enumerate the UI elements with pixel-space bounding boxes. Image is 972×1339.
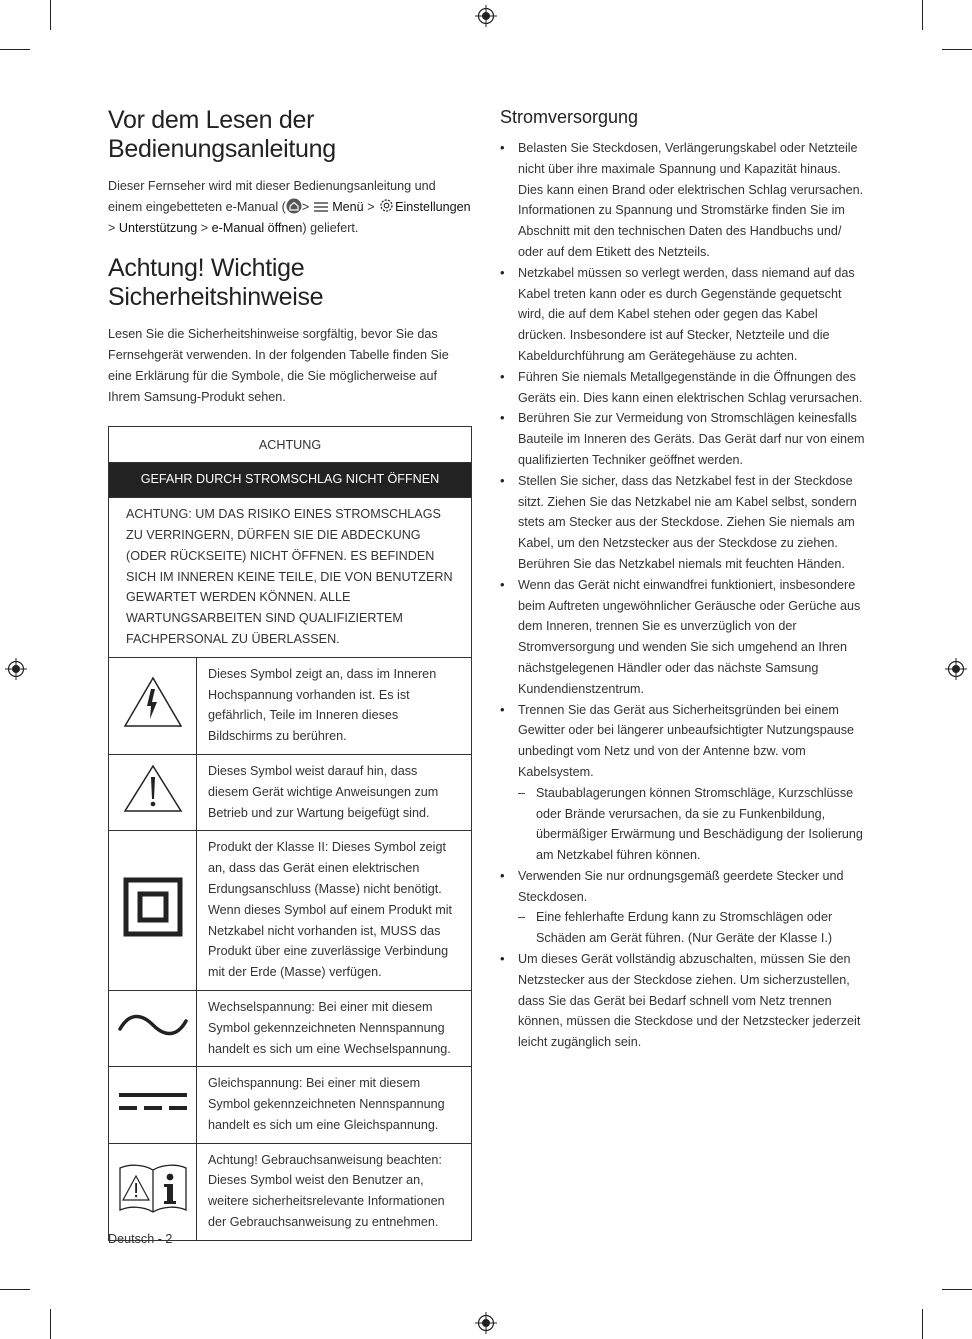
registration-mark-icon bbox=[5, 658, 27, 680]
left-column bbox=[108, 106, 472, 1241]
text-fragment: > bbox=[108, 220, 119, 235]
crop-mark bbox=[50, 0, 51, 30]
class-ii-double-square-icon bbox=[123, 877, 183, 937]
list-item: • Um dieses Gerät vollständig abzuschalten, müssen Sie den Netzstecker aus der Steckdose ziehen. Um sicherzustellen, dass Sie das Gerät bei Bedarf schnell vom Netz trennen können, müssen die Steckdose und der Netzstecker jederzeit leicht zugänglich sein. bbox=[500, 949, 866, 1053]
sub-list bbox=[518, 783, 866, 866]
section-title bbox=[108, 254, 472, 312]
row-text: Dieses Symbol weist darauf hin, dass diesem Gerät wichtige Anweisungen zum Betrieb und zur Wartung beigefügt sind. bbox=[197, 754, 472, 830]
caution-text: ACHTUNG: UM DAS RISIKO EINES STROMSCHLAGS ZU VERRINGERN, DÜRFEN SIE DIE ABDECKUNG (ODER RÜCKSEITE) NICHT ÖFFNEN. ES BEFINDEN SICH IM INNEREN KEINE TEILE, DIE VON BENUTZERN GEWARTET WERDEN KÖNNEN. ALLE WARTUNGSARBEITEN SIND QUALIFIZIERTEM FACHPERSONAL ZU ÜBERLASSEN. bbox=[109, 498, 472, 658]
row-text: Achtung! Gebrauchsanweisung beachten: Dieses Symbol weist den Benutzer an, weitere sicherheitsrelevante Informationen der Gebrauchsanweisung zu entnehmen. bbox=[197, 1143, 472, 1240]
row-text: Gleichspannung: Bei einer mit diesem Symbol gekennzeichneten Nennspannung handelt es sich um eine Gleichspannung. bbox=[197, 1067, 472, 1143]
registration-mark-icon bbox=[475, 1312, 497, 1334]
sub-list-item: – Staubablagerungen können Stromschläge, Kurzschlüsse oder Brände verursachen, da sie zu Funkenbildung, übermäßiger Erwärmung und Beschädigung der Isolierung am Netzkabel führen können. bbox=[518, 783, 866, 866]
section-safety bbox=[108, 254, 472, 407]
crop-mark bbox=[942, 49, 972, 50]
gear-icon bbox=[378, 197, 395, 214]
icon-cell bbox=[109, 657, 197, 754]
right-column bbox=[500, 106, 866, 1053]
crop-mark bbox=[922, 0, 923, 30]
icon-cell bbox=[109, 831, 197, 991]
row-text: Produkt der Klasse II: Dieses Symbol zeigt an, dass das Gerät einen elektrischen Erdungsanschluss (Masse) nicht benötigt. Wenn dieses Symbol auf einem Produkt mit Netzkabel nicht vorhanden ist, MUSS das Produkt über eine zuverlässige Verbindung mit der Erde (Masse) verfügen. bbox=[197, 831, 472, 991]
list-item: • Führen Sie niemals Metallgegenstände in die Öffnungen des Geräts ein. Dies kann einen elektrischen Schlag verursachen. bbox=[500, 367, 866, 409]
crop-mark bbox=[50, 1309, 51, 1339]
icon-cell bbox=[109, 754, 197, 830]
text-fragment: > bbox=[301, 199, 313, 214]
table-row bbox=[109, 831, 472, 991]
table-row bbox=[109, 754, 472, 830]
warning-bar: GEFAHR DURCH STROMSCHLAG NICHT ÖFFNEN bbox=[109, 463, 472, 498]
list-item-text: Trennen Sie das Gerät aus Sicherheitsgründen bei einem Gewitter oder bei längerer unbeaufsichtigter Nutzungspause unbedingt vom Netz und von der Antenne bzw. vom Kabelsystem. bbox=[518, 702, 855, 779]
power-bullet-list bbox=[500, 138, 866, 1053]
text-fragment: > bbox=[363, 199, 379, 214]
list-item: • Wenn das Gerät nicht einwandfrei funktioniert, insbesondere beim Auftreten ungewöhnlicher Geräusche oder Gerüche aus dem Inneren, trennen Sie es unverzüglich von der Stromversorgung und wenden Sie sich umgehend an Ihren nächstgelegenen Händler oder das nächste Samsung Kundendienstzentrum. bbox=[500, 575, 866, 700]
page-footer: Deutsch - 2 bbox=[108, 1232, 173, 1246]
home-icon bbox=[286, 198, 302, 214]
list-item bbox=[500, 866, 866, 949]
sub-list bbox=[518, 907, 866, 949]
table-row bbox=[109, 1067, 472, 1143]
table-header: ACHTUNG bbox=[109, 426, 472, 463]
intro-paragraph bbox=[108, 176, 472, 238]
row-text: Wechselspannung: Bei einer mit diesem Symbol gekennzeichneten Nennspannung handelt es sich um eine Wechselspannung. bbox=[197, 990, 472, 1066]
menu-icon bbox=[313, 200, 329, 214]
ac-sine-wave-icon bbox=[117, 1010, 189, 1040]
table-row bbox=[109, 1143, 472, 1240]
list-item-text: Verwenden Sie nur ordnungsgemäß geerdete Stecker und Steckdosen. bbox=[518, 868, 844, 904]
exclamation-warning-icon bbox=[122, 764, 184, 814]
support-label: Unterstützung bbox=[118, 220, 198, 235]
list-item: • Netzkabel müssen so verlegt werden, dass niemand auf das Kabel treten kann oder es durch Gegenstände gequetscht wird, die auf dem Kabel stehen oder gegen das Kabel drücken. Insbesondere ist auf Stecker, Netzteile und die Kabeldurchführung am Gerätegehäuse zu achten. bbox=[500, 263, 866, 367]
title-line: Sicherheitshinweise bbox=[108, 283, 324, 312]
page-title bbox=[108, 106, 472, 164]
sub-list-item: – Eine fehlerhafte Erdung kann zu Stromschlägen oder Schäden am Gerät führen. (Nur Geräte der Klasse I.) bbox=[518, 907, 866, 949]
symbol-table bbox=[108, 426, 472, 1241]
title-line: Bedienungsanleitung bbox=[108, 135, 336, 163]
icon-cell bbox=[109, 1067, 197, 1143]
section-before-reading bbox=[108, 106, 472, 238]
list-item bbox=[500, 700, 866, 866]
safety-intro: Lesen Sie die Sicherheitshinweise sorgfältig, bevor Sie das Fernsehgerät verwenden. In der folgenden Tabelle finden Sie eine Erklärung für die Symbole, die Sie möglicherweise auf Ihrem Samsung-Produkt sehen. bbox=[108, 327, 449, 404]
settings-label: Einstellungen bbox=[395, 199, 471, 214]
section-title: Stromversorgung bbox=[500, 107, 639, 127]
menu-label: Menü bbox=[332, 199, 364, 214]
crop-mark bbox=[942, 1289, 972, 1290]
table-row bbox=[109, 990, 472, 1066]
crop-mark bbox=[0, 1289, 30, 1290]
registration-mark-icon bbox=[945, 658, 967, 680]
crop-mark bbox=[922, 1309, 923, 1339]
lightning-warning-icon bbox=[122, 675, 184, 729]
text-fragment: ) geliefert. bbox=[302, 220, 359, 235]
dc-voltage-icon bbox=[117, 1090, 189, 1114]
list-item: • Berühren Sie zur Vermeidung von Stromschlägen keinesfalls Bauteile im Inneren des Geräts. Das Gerät darf nur von einem qualifizierten Techniker geöffnet werden. bbox=[500, 408, 866, 470]
registration-mark-icon bbox=[475, 5, 497, 27]
icon-cell bbox=[109, 1143, 197, 1240]
open-emanual-label: e-Manual öffnen bbox=[211, 220, 303, 235]
read-manual-icon bbox=[117, 1162, 189, 1214]
text-fragment: Dieser Fernseher wird mit dieser Bedienungsanleitung und einem eingebetteten e-Manual ( bbox=[108, 179, 436, 214]
title-line: Achtung! Wichtige bbox=[108, 254, 305, 283]
table-row bbox=[109, 657, 472, 754]
row-text: Dieses Symbol zeigt an, dass im Inneren Hochspannung vorhanden ist. Es ist gefährlich, Teile im Inneren dieses Bildschirms zu berühren. bbox=[197, 657, 472, 754]
list-item: • Belasten Sie Steckdosen, Verlängerungskabel oder Netzteile nicht über ihre maximale Spannung und Kapazität hinaus. Dies kann einen Brand oder elektrischen Schlag verursachen. Informationen zu Spannung und Stromstärke finden Sie im Abschnitt mit den technischen Daten des Handbuchs und/ oder auf dem Etikett des Netzteils. bbox=[500, 138, 866, 263]
text-fragment: > bbox=[197, 220, 212, 235]
crop-mark bbox=[0, 49, 30, 50]
title-line: Vor dem Lesen der bbox=[108, 106, 315, 134]
list-item: • Stellen Sie sicher, dass das Netzkabel fest in der Steckdose sitzt. Ziehen Sie das Netzkabel nie am Kabel selbst, sondern stets am Stecker aus der Steckdose. Ziehen Sie niemals am Kabel, um den Netzstecker aus der Steckdose zu ziehen. Berühren Sie das Netzkabel niemals mit feuchten Händen. bbox=[500, 471, 866, 575]
icon-cell bbox=[109, 990, 197, 1066]
